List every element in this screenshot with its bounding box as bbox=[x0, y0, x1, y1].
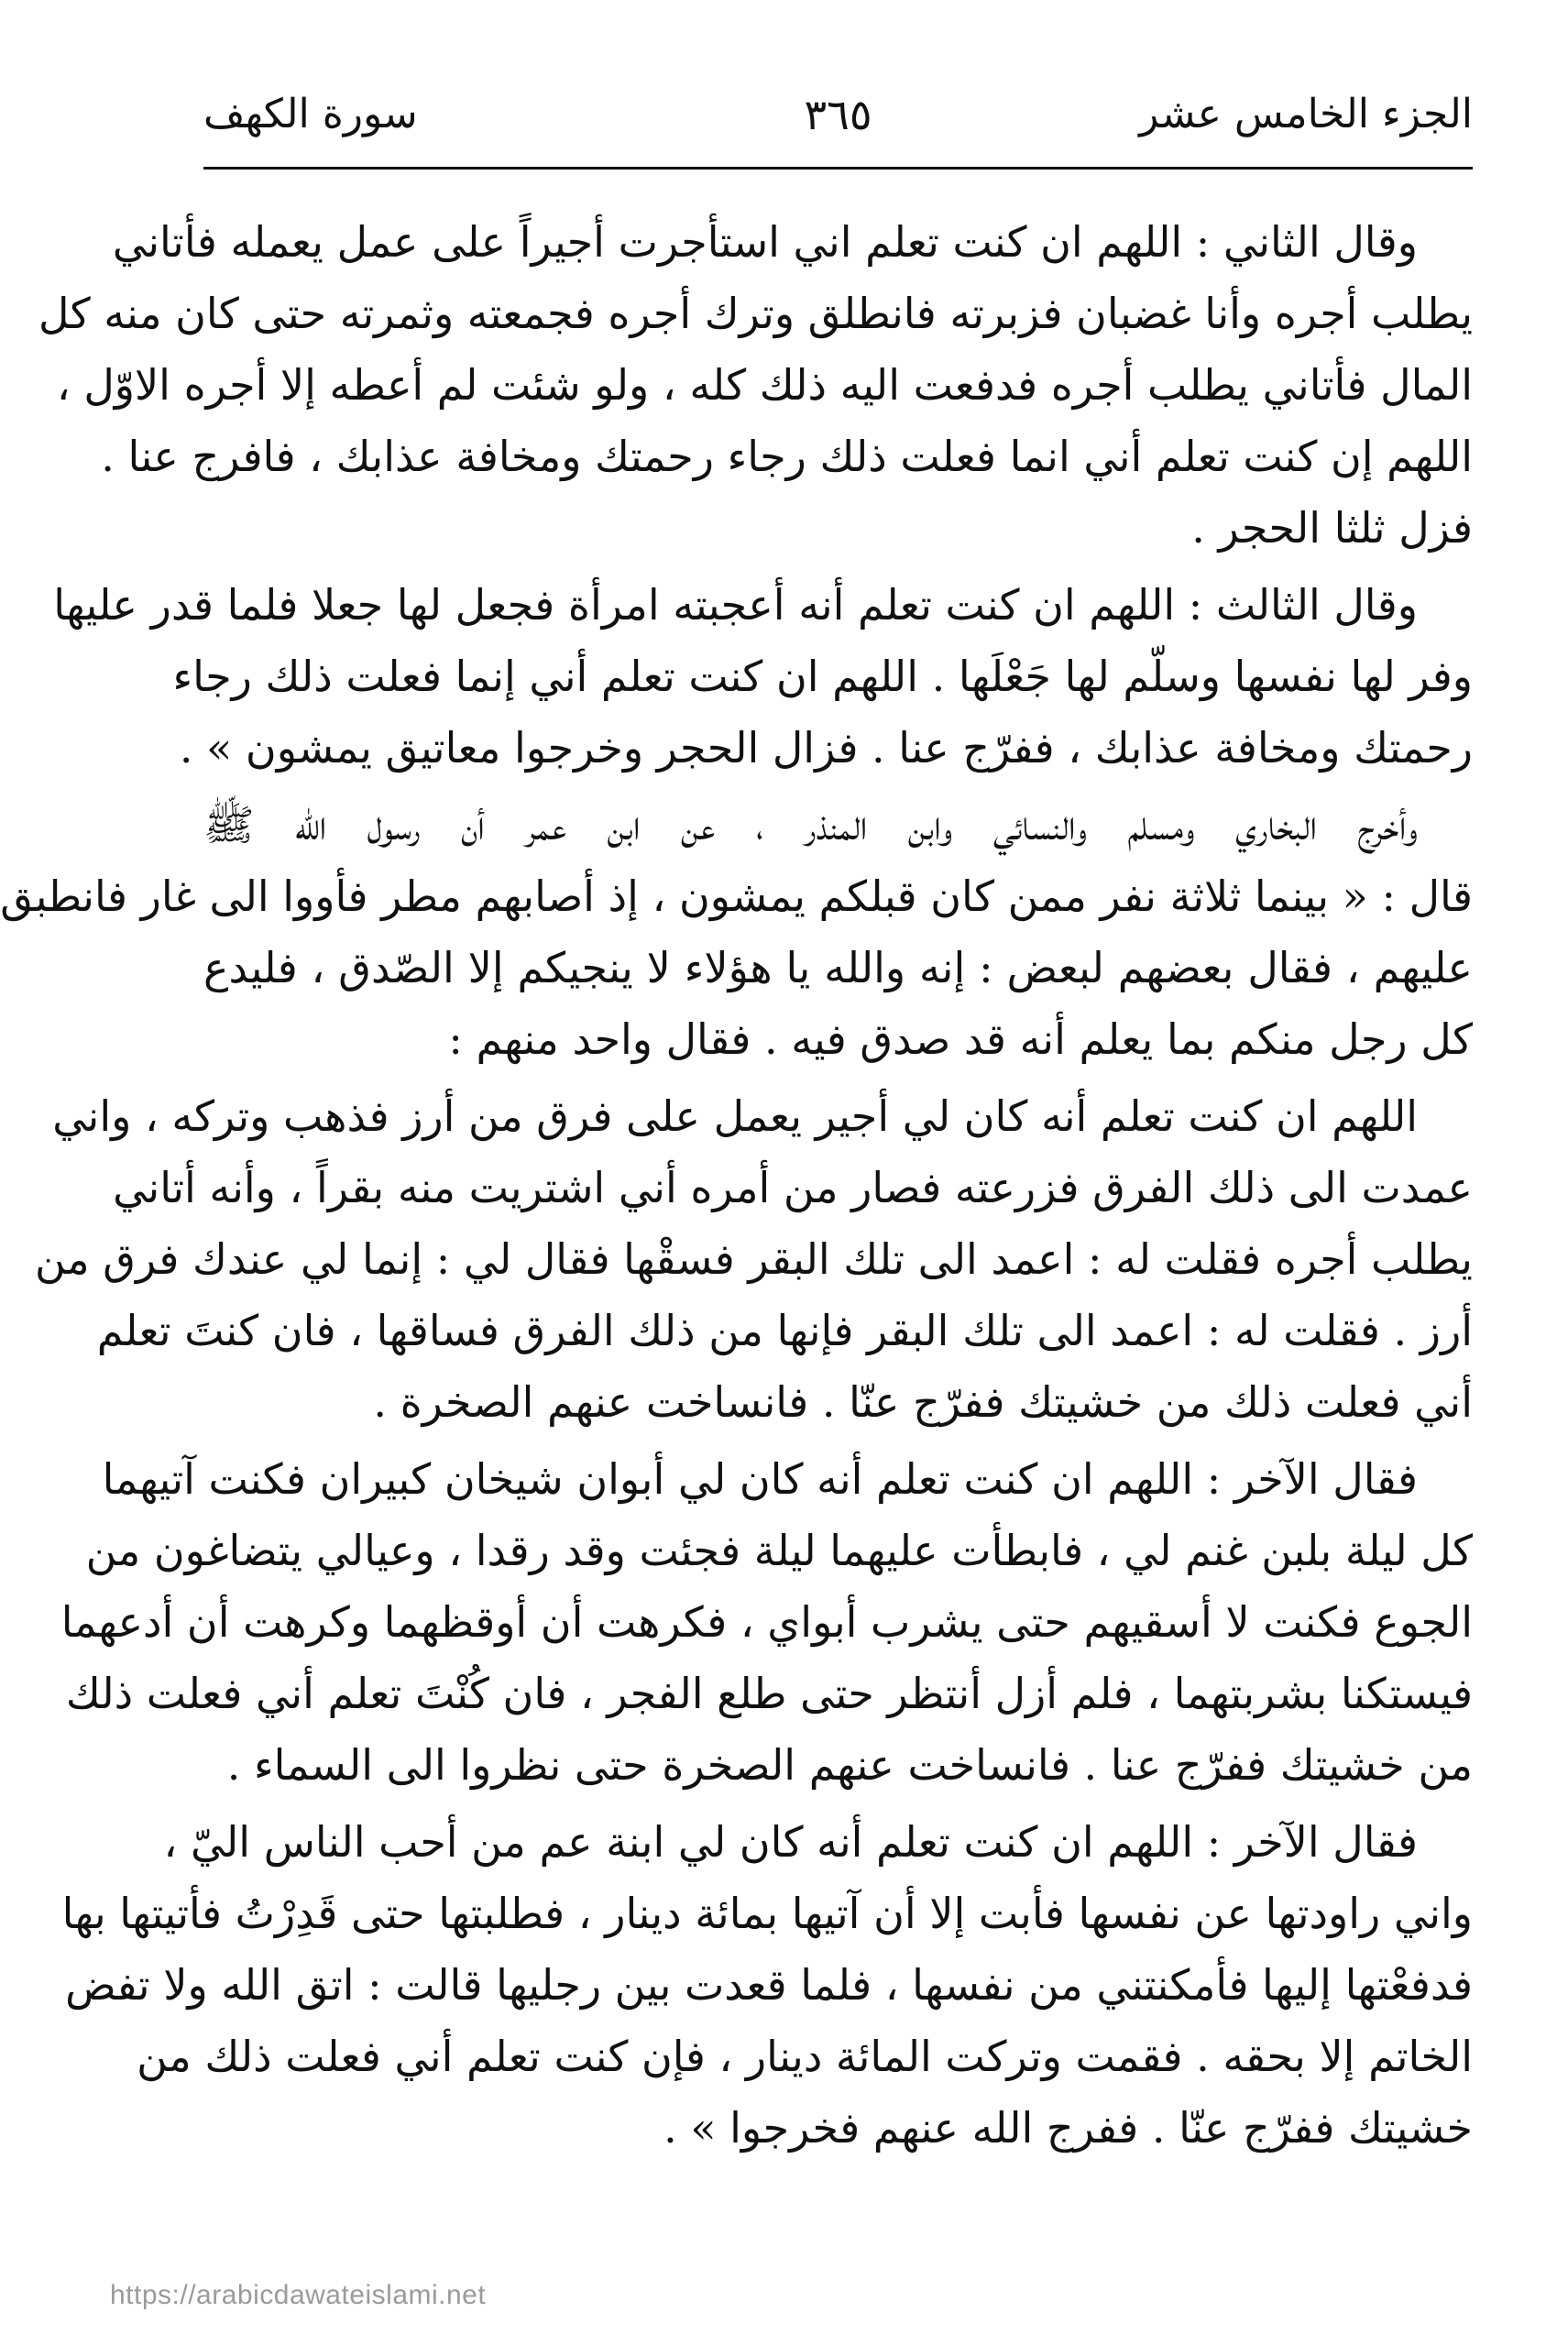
text-line: فزل ثلثا الحجر . bbox=[1191, 503, 1473, 553]
text-line: وأخرج البخاري ومسلم والنسائي وابن المنذر ، عن ابن عمر أن رسول الله ﷺ bbox=[203, 800, 1419, 849]
text-line: رحمتك ومخافة عذابك ، ففرّج عنا . فزال الحجر وخرجوا معاتيق يمشون » . bbox=[179, 723, 1473, 773]
text-line: أرز . فقلت له : اعمد الى تلك البقر فإنها من ذلك الفرق فساقها ، فان كنتَ تعلم bbox=[96, 1306, 1473, 1355]
text-line: أني فعلت ذلك من خشيتك ففرّج عنّا . فانساخت عنهم الصخرة . bbox=[373, 1377, 1473, 1427]
text-line: المال فأتاني يطلب أجره فدفعت اليه ذلك كله ، ولو شئت لم أعطه إلا أجره الاوّل ، bbox=[56, 360, 1473, 410]
paragraph bbox=[38, 206, 1473, 564]
text-line: من خشيتك ففرّج عنا . فانساخت عنهم الصخرة حتى نظروا الى السماء . bbox=[226, 1740, 1473, 1790]
text-line: الخاتم إلا بحقه . فقمت وتركت المائة دينار ، فإن كنت تعلم أني فعلت ذلك من bbox=[137, 2032, 1473, 2081]
text-line: يطلب أجره وأنا غضبان فزبرته فانطلق وترك أجره فجمعته وثمرته حتى كان منه كل bbox=[38, 289, 1473, 338]
paragraph bbox=[60, 1443, 1473, 1801]
text-line: وفر لها نفسها وسلّم لها جَعْلَها . اللهم ان كنت تعلم أني إنما فعلت ذلك رجاء bbox=[172, 652, 1473, 701]
part-title: الجزء الخامس عشر bbox=[1139, 91, 1473, 137]
page-number: ٣٦٥ bbox=[804, 90, 872, 139]
paragraph bbox=[53, 569, 1473, 783]
text-line: عمدت الى ذلك الفرق فزرعته فصار من أمره أني اشتريت منه بقراً ، وأنه أتاني bbox=[113, 1163, 1473, 1212]
paragraph bbox=[0, 789, 1473, 1075]
body-text bbox=[0, 206, 1473, 2164]
text-line: يطلب أجره فقلت له : اعمد الى تلك البقر فسقْها فقال لي : إنما لي عندك فرق من bbox=[35, 1234, 1473, 1284]
paragraph bbox=[61, 1806, 1473, 2164]
text-line: فقال الآخر : اللهم ان كنت تعلم أنه كان لي أبوان شيخان كبيران فكنت آتيهما bbox=[102, 1454, 1418, 1504]
text-line: خشيتك ففرّج عنّا . ففرج الله عنهم فخرجوا » . bbox=[663, 2103, 1473, 2153]
paragraph bbox=[35, 1080, 1473, 1438]
text-line: وقال الثاني : اللهم ان كنت تعلم اني استأجرت أجيراً على عمل يعمله فأتاني bbox=[112, 217, 1418, 267]
text-line: اللهم ان كنت تعلم أنه كان لي أجير يعمل على فرق من أرز فذهب وتركه ، واني bbox=[52, 1091, 1418, 1141]
text-line: فيستكنا بشربتهما ، فلم أزل أنتظر حتى طلع الفجر ، فان كُنْتَ تعلم أني فعلت ذلك bbox=[65, 1669, 1473, 1718]
text-line: فقال الآخر : اللهم ان كنت تعلم أنه كان لي ابنة عم من أحب الناس اليّ ، bbox=[163, 1817, 1418, 1867]
text-line: قال : « بينما ثلاثة نفر ممن كان قبلكم يمشون ، إذ أصابهم مطر فأووا الى غار فانطبق bbox=[0, 871, 1473, 921]
text-line: اللهم إن كنت تعلم أني انما فعلت ذلك رجاء رحمتك ومخافة عذابك ، فافرج عنا . bbox=[101, 432, 1473, 481]
text-line: الجوع فكنت لا أسقيهم حتى يشرب أبواي ، فكرهت أن أوقظهما وكرهت أن أدعهما bbox=[60, 1597, 1473, 1647]
text-line: واني راودتها عن نفسها فأبت إلا أن آتيها بمائة دينار ، فطلبتها حتى قَدِرْتُ فأتيتها بها bbox=[61, 1889, 1473, 1938]
surah-title: سورة الكهف bbox=[203, 91, 418, 137]
text-line: وقال الثالث : اللهم ان كنت تعلم أنه أعجبته امرأة فجعل لها جعلا فلما قدر عليها bbox=[53, 580, 1418, 630]
text-line: كل رجل منكم بما يعلم أنه قد صدق فيه . فقال واحد منهم : bbox=[448, 1014, 1473, 1064]
running-header bbox=[203, 82, 1473, 147]
page bbox=[0, 82, 1473, 2282]
watermark-url: https://arabicdawateislami.net bbox=[110, 2280, 487, 2310]
text-line: فدفعْتها إليها فأمكنتني من نفسها ، فلما قعدت بين رجليها قالت : اتق الله ولا تفض bbox=[65, 1960, 1473, 2010]
text-line: كل ليلة بلبن غنم لي ، فابطأت عليهما ليلة فجئت وقد رقدا ، وعيالي يتضاغون من bbox=[85, 1526, 1473, 1575]
text-line: عليهم ، فقال بعضهم لبعض : إنه والله يا هؤلاء لا ينجيكم إلا الصّدق ، فليدع bbox=[203, 943, 1473, 992]
header-rule bbox=[203, 167, 1473, 170]
